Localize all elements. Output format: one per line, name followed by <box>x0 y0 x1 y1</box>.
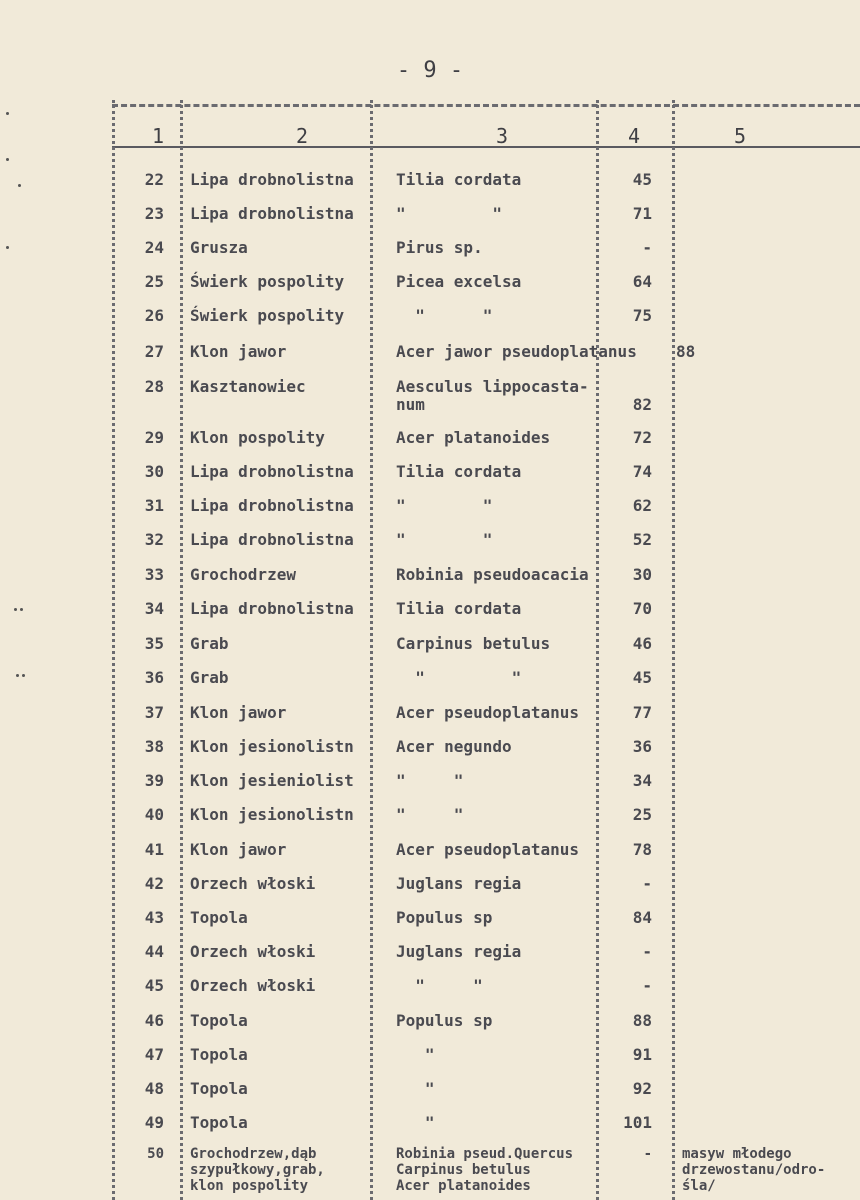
diameter-value: 34 <box>632 771 652 790</box>
diameter-value: 64 <box>632 272 652 291</box>
polish-name: Klon jawor <box>190 703 287 722</box>
row-number: 31 <box>144 496 164 515</box>
row-number: 41 <box>144 840 164 859</box>
latin-name: Robinia pseud.Quercus Carpinus betulus Acer platanoides <box>396 1146 574 1194</box>
polish-name: Klon pospolity <box>190 428 325 447</box>
row-number: 29 <box>144 428 164 447</box>
diameter-value: 36 <box>632 737 652 756</box>
column-divider <box>180 100 183 1200</box>
column-header-1: 1 <box>152 124 165 148</box>
polish-name: Lipa drobnolistna <box>190 599 354 618</box>
diameter-value: 82 <box>632 395 652 414</box>
row-number: 37 <box>144 703 164 722</box>
polish-name: Kasztanowiec <box>190 377 306 396</box>
latin-name: " <box>396 1079 435 1098</box>
latin-name: " " <box>396 771 464 790</box>
column-header-2: 2 <box>296 124 309 148</box>
latin-name: Carpinus betulus <box>396 634 551 653</box>
column-header-4: 4 <box>628 124 641 148</box>
polish-name: Grochodrzew,dąb szypułkowy,grab, klon pospolity <box>190 1146 325 1194</box>
row-number: 32 <box>144 530 164 549</box>
row-number: 38 <box>144 737 164 756</box>
row-number: 46 <box>144 1011 164 1030</box>
polish-name: Grab <box>190 668 229 687</box>
notes: masyw młodego drzewostanu/odro- śla/ <box>682 1146 826 1194</box>
row-number: 50 <box>147 1146 164 1162</box>
row-number: 24 <box>144 238 164 257</box>
row-number: 34 <box>144 599 164 618</box>
margin-mark <box>6 246 9 249</box>
row-number: 36 <box>144 668 164 687</box>
latin-name: " <box>396 1113 435 1132</box>
margin-mark <box>6 112 9 115</box>
latin-name: " " <box>396 204 502 223</box>
diameter-value: 70 <box>632 599 652 618</box>
margin-mark <box>22 674 25 677</box>
row-number: 28 <box>144 377 164 396</box>
polish-name: Świerk pospolity <box>190 306 345 325</box>
margin-mark <box>18 184 21 187</box>
row-number: 47 <box>144 1045 164 1064</box>
diameter-value: 88 <box>676 342 696 361</box>
polish-name: Lipa drobnolistna <box>190 462 354 481</box>
latin-name: " " <box>396 668 522 687</box>
diameter-value: 74 <box>632 462 652 481</box>
diameter-value: - <box>642 976 652 995</box>
diameter-value: 30 <box>632 565 652 584</box>
header-rule <box>112 146 860 148</box>
latin-name: " <box>396 1045 435 1064</box>
latin-name: Populus sp <box>396 1011 493 1030</box>
diameter-value: 72 <box>632 428 652 447</box>
page-number: - 9 - <box>396 58 464 83</box>
row-number: 44 <box>144 942 164 961</box>
row-number: 49 <box>144 1113 164 1132</box>
row-number: 43 <box>144 908 164 927</box>
polish-name: Klon jawor <box>190 342 287 361</box>
polish-name: Topola <box>190 1079 248 1098</box>
row-number: 26 <box>144 306 164 325</box>
latin-name: Populus sp <box>396 908 493 927</box>
polish-name: Orzech włoski <box>190 874 316 893</box>
latin-name: Tilia cordata <box>396 170 522 189</box>
column-divider <box>672 100 675 1200</box>
latin-name: Picea excelsa <box>396 272 522 291</box>
polish-name: Lipa drobnolistna <box>190 496 354 515</box>
diameter-value: - <box>643 1146 652 1162</box>
latin-name: Pirus sp. <box>396 238 483 257</box>
diameter-value: - <box>642 238 652 257</box>
table-top-rule <box>112 104 860 107</box>
polish-name: Świerk pospolity <box>190 272 345 291</box>
polish-name: Orzech włoski <box>190 942 316 961</box>
latin-name: " " <box>396 976 483 995</box>
latin-name: Aesculus lippocasta- num <box>396 377 589 414</box>
column-divider <box>596 100 599 1200</box>
polish-name: Lipa drobnolistna <box>190 530 354 549</box>
diameter-value: - <box>642 874 652 893</box>
polish-name: Klon jesionolistn <box>190 737 354 756</box>
column-header-3: 3 <box>496 124 509 148</box>
row-number: 23 <box>144 204 164 223</box>
polish-name: Topola <box>190 1011 248 1030</box>
polish-name: Grusza <box>190 238 248 257</box>
column-header-5: 5 <box>734 124 747 148</box>
polish-name: Orzech włoski <box>190 976 316 995</box>
polish-name: Klon jawor <box>190 840 287 859</box>
diameter-value: 78 <box>632 840 652 859</box>
diameter-value: 75 <box>632 306 652 325</box>
margin-mark <box>16 674 19 677</box>
latin-name: Acer negundo <box>396 737 512 756</box>
diameter-value: 88 <box>632 1011 652 1030</box>
latin-name: " " <box>396 306 493 325</box>
diameter-value: 45 <box>632 170 652 189</box>
diameter-value: - <box>642 942 652 961</box>
diameter-value: 45 <box>632 668 652 687</box>
row-number: 30 <box>144 462 164 481</box>
polish-name: Grab <box>190 634 229 653</box>
row-number: 22 <box>144 170 164 189</box>
polish-name: Klon jesieniolist <box>190 771 354 790</box>
margin-mark <box>20 608 23 611</box>
row-number: 39 <box>144 771 164 790</box>
latin-name: Juglans regia <box>396 874 522 893</box>
diameter-value: 46 <box>632 634 652 653</box>
row-number: 40 <box>144 805 164 824</box>
diameter-value: 91 <box>632 1045 652 1064</box>
latin-name: " " <box>396 496 493 515</box>
margin-mark <box>6 158 9 161</box>
row-number: 35 <box>144 634 164 653</box>
latin-name: Acer pseudoplatanus <box>396 703 580 722</box>
latin-name: Juglans regia <box>396 942 522 961</box>
latin-name: Acer platanoides <box>396 428 551 447</box>
row-number: 48 <box>144 1079 164 1098</box>
polish-name: Topola <box>190 1113 248 1132</box>
margin-mark <box>14 608 17 611</box>
latin-name: Acer jawor pseudoplatanus <box>396 342 637 361</box>
diameter-value: 52 <box>632 530 652 549</box>
diameter-value: 101 <box>623 1113 652 1132</box>
polish-name: Topola <box>190 1045 248 1064</box>
polish-name: Lipa drobnolistna <box>190 204 354 223</box>
polish-name: Klon jesionolistn <box>190 805 354 824</box>
latin-name: Tilia cordata <box>396 599 522 618</box>
row-number: 25 <box>144 272 164 291</box>
row-number: 45 <box>144 976 164 995</box>
diameter-value: 77 <box>632 703 652 722</box>
polish-name: Grochodrzew <box>190 565 296 584</box>
polish-name: Lipa drobnolistna <box>190 170 354 189</box>
latin-name: Acer pseudoplatanus <box>396 840 580 859</box>
latin-name: Tilia cordata <box>396 462 522 481</box>
diameter-value: 62 <box>632 496 652 515</box>
diameter-value: 92 <box>632 1079 652 1098</box>
row-number: 27 <box>144 342 164 361</box>
row-number: 33 <box>144 565 164 584</box>
diameter-value: 25 <box>632 805 652 824</box>
column-divider <box>370 100 373 1200</box>
polish-name: Topola <box>190 908 248 927</box>
diameter-value: 84 <box>632 908 652 927</box>
latin-name: Robinia pseudoacacia <box>396 565 589 584</box>
latin-name: " " <box>396 805 464 824</box>
diameter-value: 71 <box>632 204 652 223</box>
row-number: 42 <box>144 874 164 893</box>
latin-name: " " <box>396 530 493 549</box>
